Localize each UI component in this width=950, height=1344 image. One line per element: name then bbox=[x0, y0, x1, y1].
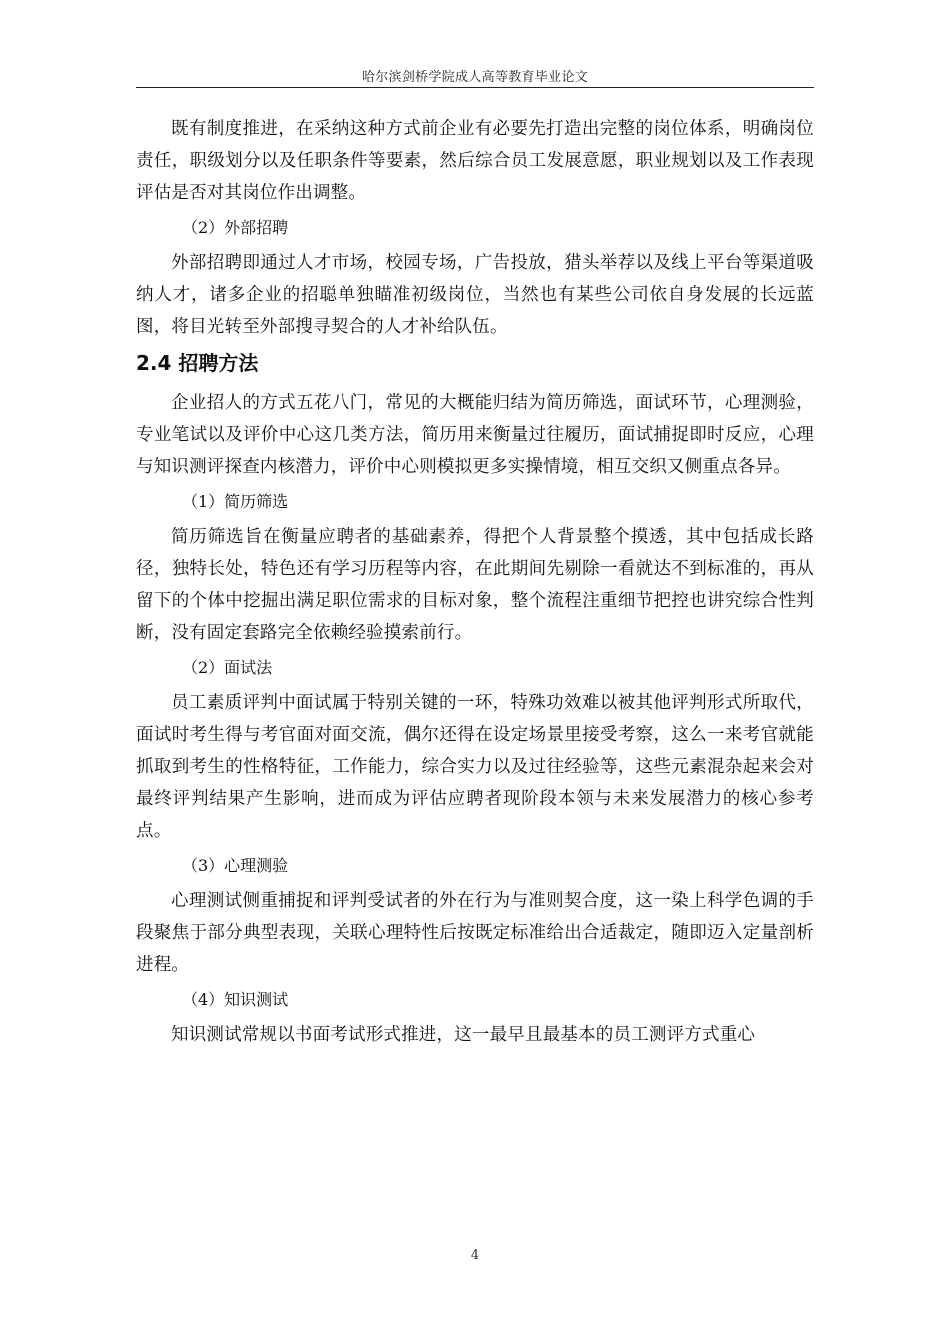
paragraph-interview: 员工素质评判中面试属于特别关键的一环，特殊功效难以被其他评判形式所取代，面试时考生得与考官面对面交流，偶尔还得在设定场景里接受考察，这么一来考官就能抓取到考生的性格特征，工作能力，综合实力以及过往经验等，这些元素混杂起来会对最终评判结果产生影响，进而成为评估应聘者现阶段本领与未来发展潜力的核心参考点。 bbox=[136, 693, 814, 841]
section-title-recruitment-methods: 2.4 招聘方法 bbox=[136, 351, 259, 375]
subheading-external-recruitment: （2）外部招聘 bbox=[182, 218, 289, 237]
running-header: 哈尔滨剑桥学院成人高等教育毕业论文 bbox=[361, 70, 589, 85]
paragraph-knowledge-test: 知识测试常规以书面考试形式推进，这一最早且最基本的员工测评方式重心 bbox=[171, 1025, 756, 1045]
paragraph-external-recruitment: 外部招聘即通过人才市场，校园专场，广告投放，猎头举荐以及线上平台等渠道吸纳人才，诸多企业的招聪单独瞄准初级岗位，当然也有某些公司依自身发展的长远蓝图，将目光转至外部搜寻契合的人才补给队伍。 bbox=[136, 253, 814, 337]
paragraph-resume-screening: 简历筛选旨在衡量应聘者的基础素养，得把个人背景整个摸透，其中包括成长路径，独特长处，特色还有学习历程等内容，在此期间先剔除一看就达不到标准的，再从留下的个体中挖掘出满足职位需求的目标对象，整个流程注重细节把控也讲究综合性判断，没有固定套路完全依赖经验摸索前行。 bbox=[136, 527, 814, 643]
page-number: 4 bbox=[470, 1248, 480, 1263]
subheading-knowledge-test: （4）知识测试 bbox=[182, 990, 289, 1009]
paragraph-internal-promotion-continued: 既有制度推进，在采纳这种方式前企业有必要先打造出完整的岗位体系，明确岗位责任，职级划分以及任职条件等要素，然后综合员工发展意愿，职业规划以及工作表现评估是否对其岗位作出调整。 bbox=[136, 119, 814, 203]
subheading-psychological-test: （3）心理测验 bbox=[182, 856, 289, 875]
header-rule bbox=[136, 87, 814, 88]
paragraph-recruitment-methods: 企业招人的方式五花八门，常见的大概能归结为简历筛选，面试环节，心理测验，专业笔试以及评价中心这几类方法，简历用来衡量过往履历，面试捕捉即时反应，心理与知识测评探查内核潜力，评价中心则模拟更多实操情境，相互交织又侧重点各异。 bbox=[136, 393, 814, 477]
subheading-interview: （2）面试法 bbox=[182, 658, 273, 677]
page-body bbox=[136, 113, 814, 1051]
paragraph-psychological-test: 心理测试侧重捕捉和评判受试者的外在行为与准则契合度，这一染上科学色调的手段聚焦于部分典型表现，关联心理特性后按既定标准给出合适裁定，随即迈入定量剖析进程。 bbox=[136, 891, 814, 975]
subheading-resume-screening: （1）简历筛选 bbox=[182, 492, 289, 511]
